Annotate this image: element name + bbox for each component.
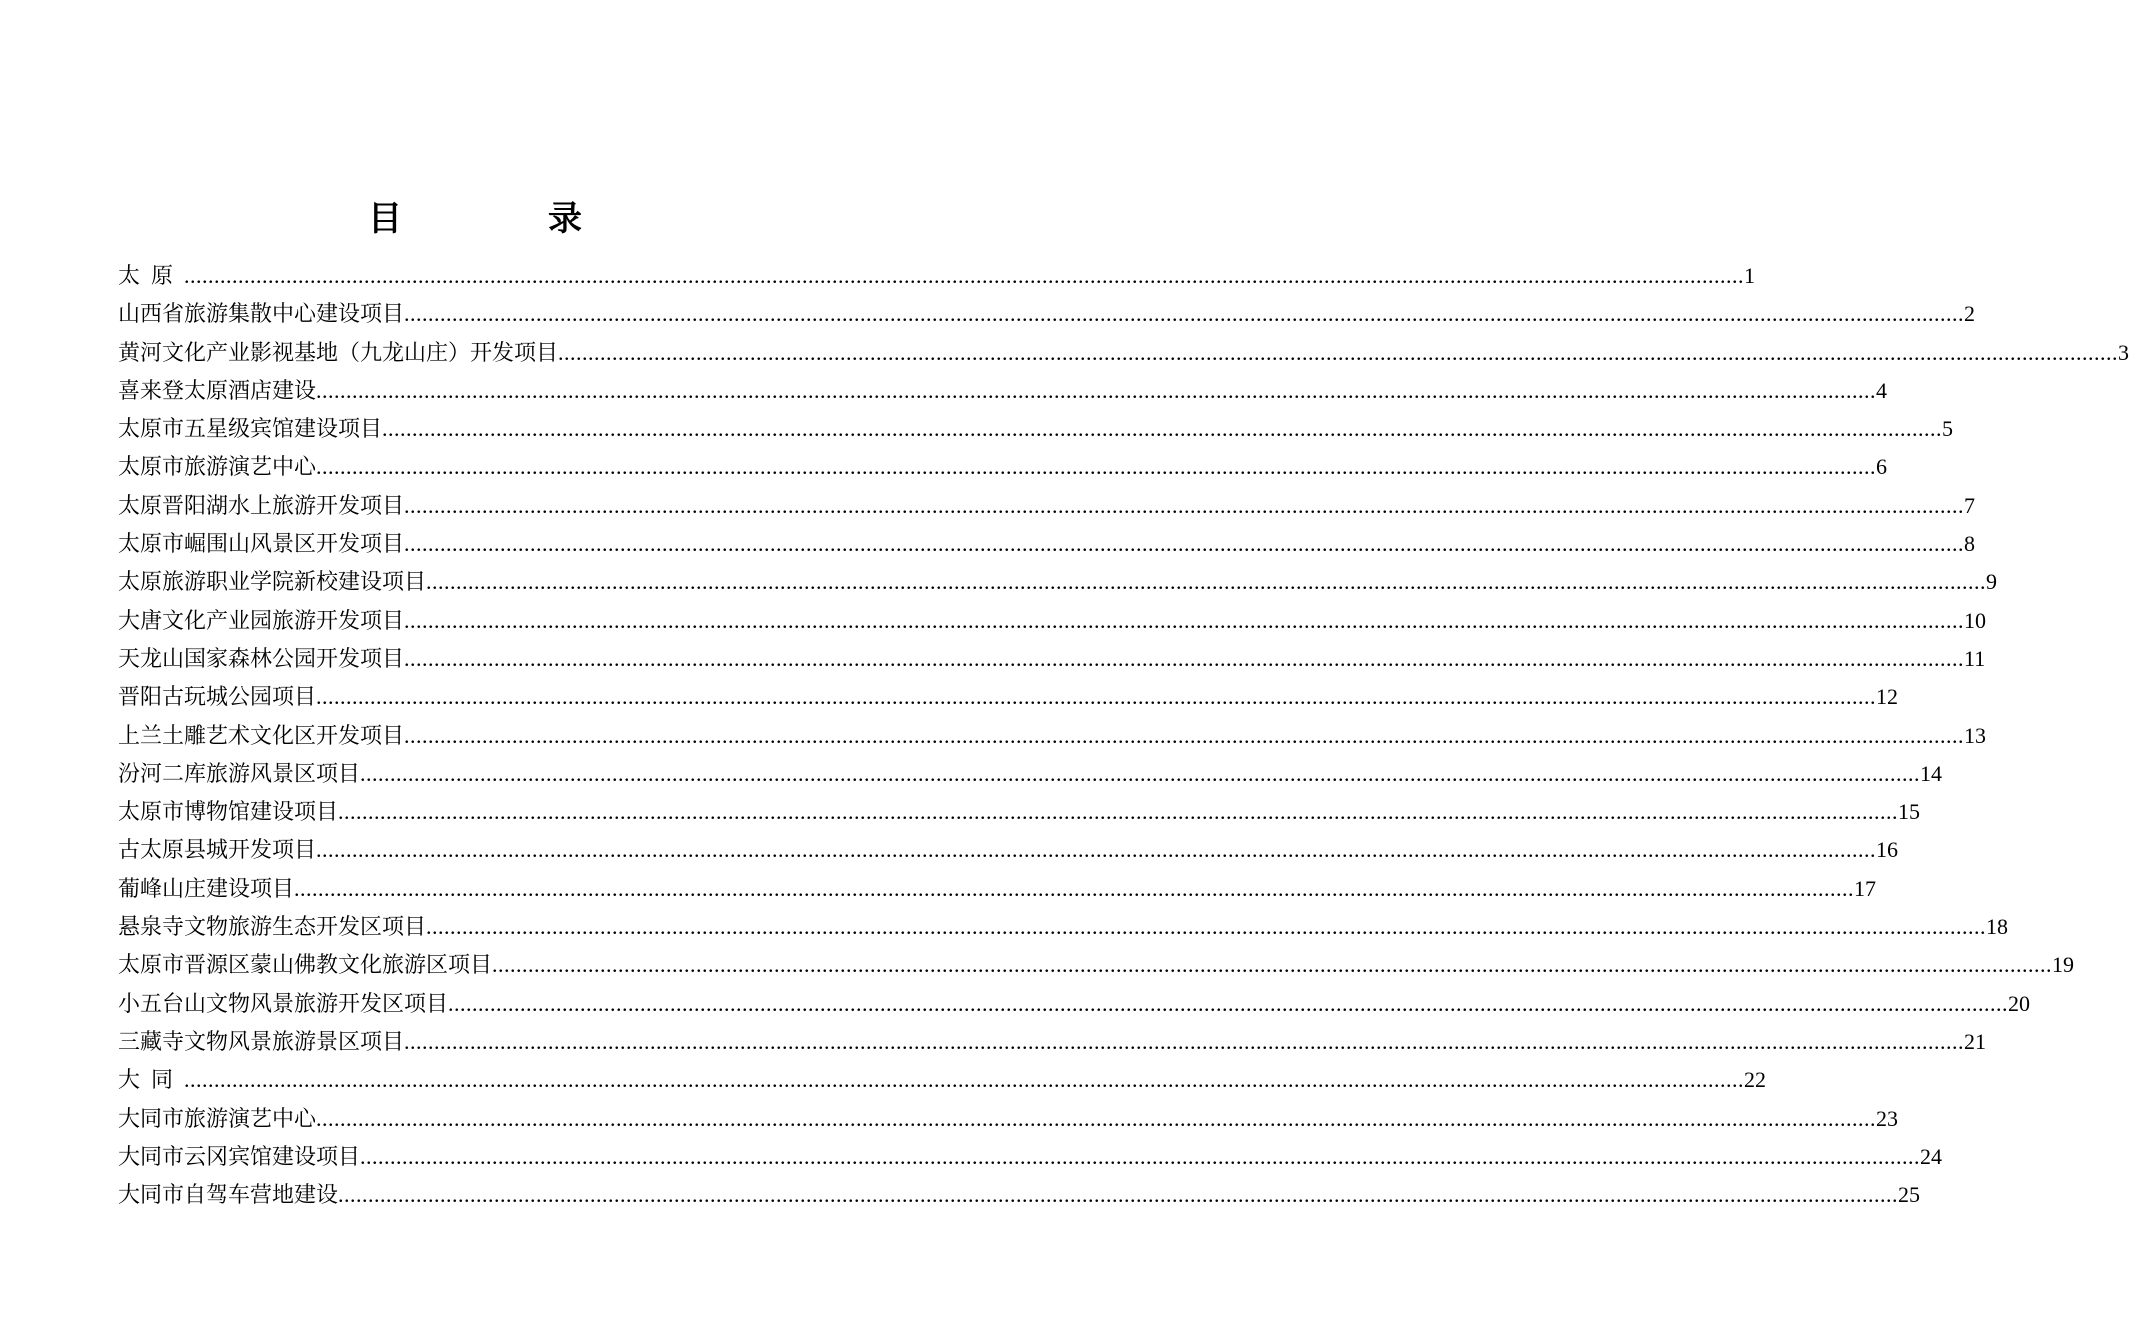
toc-dot-leader: .................................................................................................................................................................................................................................................................... <box>426 569 1987 595</box>
toc-page-number: 15 <box>1898 799 1921 825</box>
toc-section-heading[interactable] <box>118 257 1756 295</box>
toc-page-number: 3 <box>2118 339 2129 365</box>
toc-dot-leader: .................................................................................................................................................................................................................................................................... <box>360 760 1921 786</box>
toc-item[interactable] <box>118 755 1943 793</box>
toc-dot-leader: .................................................................................................................................................................................................................................................................... <box>316 837 1877 863</box>
toc-dot-leader: .................................................................................................................................................................................................................................................................... <box>404 1028 1965 1054</box>
toc-dot-leader: .................................................................................................................................................................................................................................................................... <box>448 990 2009 1016</box>
toc-item[interactable] <box>118 640 1986 678</box>
toc-item-label: 葡峰山庄建设项目 <box>118 876 295 902</box>
toc-dot-leader: .................................................................................................................................................................................................................................................................... <box>426 914 1987 940</box>
toc-page-number: 21 <box>1964 1028 1987 1054</box>
toc-page-number: 18 <box>1986 914 2009 940</box>
toc-item[interactable] <box>118 678 1899 716</box>
toc-item[interactable] <box>118 487 1976 525</box>
toc-dot-leader: .................................................................................................................................................................................................................................................................... <box>404 645 1965 671</box>
toc-item-label: 晋阳古玩城公园项目 <box>118 685 317 711</box>
toc-item-label: 汾河二库旅游风景区项目 <box>118 761 361 787</box>
toc-dot-leader: .................................................................................................................................................................................................................................................................... <box>184 263 1745 288</box>
toc-page-number: 19 <box>2052 952 2075 978</box>
toc-dot-leader: .................................................................................................................................................................................................................................................................... <box>316 684 1877 710</box>
toc-dot-leader: .................................................................................................................................................................................................................................................................... <box>492 952 2053 978</box>
toc-item[interactable] <box>118 793 1921 831</box>
toc-item[interactable] <box>118 1176 1921 1214</box>
toc-item-label: 上兰土雕艺术文化区开发项目 <box>118 723 405 749</box>
toc-page-number: 8 <box>1964 531 1976 557</box>
toc-item[interactable] <box>118 410 1954 448</box>
toc-item-label: 太原旅游职业学院新校建设项目 <box>118 570 427 596</box>
toc-dot-leader: .................................................................................................................................................................................................................................................................... <box>316 1105 1877 1131</box>
toc-item[interactable] <box>118 717 1987 755</box>
toc-item-label: 大同市自驾车营地建设 <box>118 1183 339 1209</box>
toc-page-number: 16 <box>1876 837 1899 863</box>
toc-item-label: 太原 <box>118 264 185 289</box>
toc-page-number: 24 <box>1920 1143 1943 1169</box>
page-title: 目 录 <box>368 198 638 239</box>
toc-item-label: 大同市旅游演艺中心 <box>118 1106 317 1132</box>
toc-page-number: 1 <box>1744 263 1756 288</box>
toc-item[interactable] <box>118 295 1976 333</box>
toc-item[interactable] <box>118 448 1888 486</box>
toc-page-number: 2 <box>1964 301 1976 327</box>
toc-item-label: 山西省旅游集散中心建设项目 <box>118 302 405 328</box>
toc-page-number: 12 <box>1876 684 1899 710</box>
toc-page-number: 22 <box>1744 1067 1767 1093</box>
toc-dot-leader: .................................................................................................................................................................................................................................................................... <box>404 531 1965 557</box>
toc-section-heading[interactable] <box>118 1061 1767 1099</box>
toc-dot-leader: .................................................................................................................................................................................................................................................................... <box>404 301 1965 327</box>
toc-item[interactable] <box>118 985 2031 1023</box>
toc-page-number: 25 <box>1898 1182 1921 1208</box>
toc-item[interactable] <box>118 1100 1899 1138</box>
toc-dot-leader: .................................................................................................................................................................................................................................................................... <box>404 607 1965 633</box>
toc-page-number: 7 <box>1964 492 1976 518</box>
toc-item[interactable] <box>118 831 1899 869</box>
toc-item-label: 大同 <box>118 1068 185 1094</box>
toc-page-number: 23 <box>1876 1105 1899 1131</box>
toc-item[interactable] <box>118 525 1976 563</box>
toc-dot-leader: .................................................................................................................................................................................................................................................................... <box>338 799 1899 825</box>
toc-page-number: 9 <box>1986 569 1998 595</box>
toc-item-label: 太原晋阳湖水上旅游开发项目 <box>118 493 405 519</box>
toc-item[interactable] <box>118 908 2009 946</box>
toc-dot-leader: .................................................................................................................................................................................................................................................................... <box>294 875 1855 901</box>
toc-item[interactable] <box>118 563 1998 601</box>
toc-item-label: 太原市晋源区蒙山佛教文化旅游区项目 <box>118 953 493 979</box>
toc-dot-leader: .................................................................................................................................................................................................................................................................... <box>316 454 1877 480</box>
table-of-contents <box>118 257 2129 1214</box>
toc-item[interactable] <box>118 946 2075 984</box>
toc-item[interactable] <box>118 372 1888 410</box>
toc-page-number: 17 <box>1854 875 1877 901</box>
toc-page-number: 11 <box>1964 645 1986 671</box>
toc-page-number: 10 <box>1964 607 1987 633</box>
toc-dot-leader: .................................................................................................................................................................................................................................................................... <box>184 1067 1745 1093</box>
toc-item[interactable] <box>118 1138 1943 1176</box>
toc-page-number: 5 <box>1942 416 1954 442</box>
toc-page-number: 13 <box>1964 722 1987 748</box>
toc-item-label: 大同市云冈宾馆建设项目 <box>118 1144 361 1170</box>
toc-dot-leader: .................................................................................................................................................................................................................................................................... <box>316 377 1877 403</box>
toc-dot-leader: .................................................................................................................................................................................................................................................................... <box>558 339 2119 365</box>
toc-item-label: 太原市旅游演艺中心 <box>118 455 317 481</box>
toc-item-label: 天龙山国家森林公园开发项目 <box>118 646 405 672</box>
toc-page-number: 4 <box>1876 377 1888 403</box>
toc-item-label: 黄河文化产业影视基地（九龙山庄）开发项目 <box>118 340 559 366</box>
toc-item-label: 小五台山文物风景旅游开发区项目 <box>118 991 449 1017</box>
toc-page-number: 6 <box>1876 454 1888 480</box>
toc-item-label: 太原市博物馆建设项目 <box>118 800 339 826</box>
toc-item-label: 三藏寺文物风景旅游景区项目 <box>118 1029 405 1055</box>
toc-item[interactable] <box>118 334 2129 372</box>
toc-dot-leader: .................................................................................................................................................................................................................................................................... <box>404 722 1965 748</box>
toc-item[interactable] <box>118 602 1987 640</box>
toc-item-label: 太原市五星级宾馆建设项目 <box>118 417 383 443</box>
toc-item-label: 太原市崛围山风景区开发项目 <box>118 532 405 558</box>
toc-page-number: 20 <box>2008 990 2031 1016</box>
toc-item-label: 悬泉寺文物旅游生态开发区项目 <box>118 915 427 941</box>
toc-item-label: 古太原县城开发项目 <box>118 838 317 864</box>
toc-dot-leader: .................................................................................................................................................................................................................................................................... <box>404 492 1965 518</box>
toc-dot-leader: .................................................................................................................................................................................................................................................................... <box>360 1143 1921 1169</box>
toc-item[interactable] <box>118 1023 1987 1061</box>
toc-item-label: 大唐文化产业园旅游开发项目 <box>118 608 405 634</box>
toc-item-label: 喜来登太原酒店建设 <box>118 378 317 404</box>
toc-item[interactable] <box>118 870 1877 908</box>
toc-page-number: 14 <box>1920 760 1943 786</box>
toc-dot-leader: .................................................................................................................................................................................................................................................................... <box>338 1182 1899 1208</box>
toc-dot-leader: .................................................................................................................................................................................................................................................................... <box>382 416 1943 442</box>
